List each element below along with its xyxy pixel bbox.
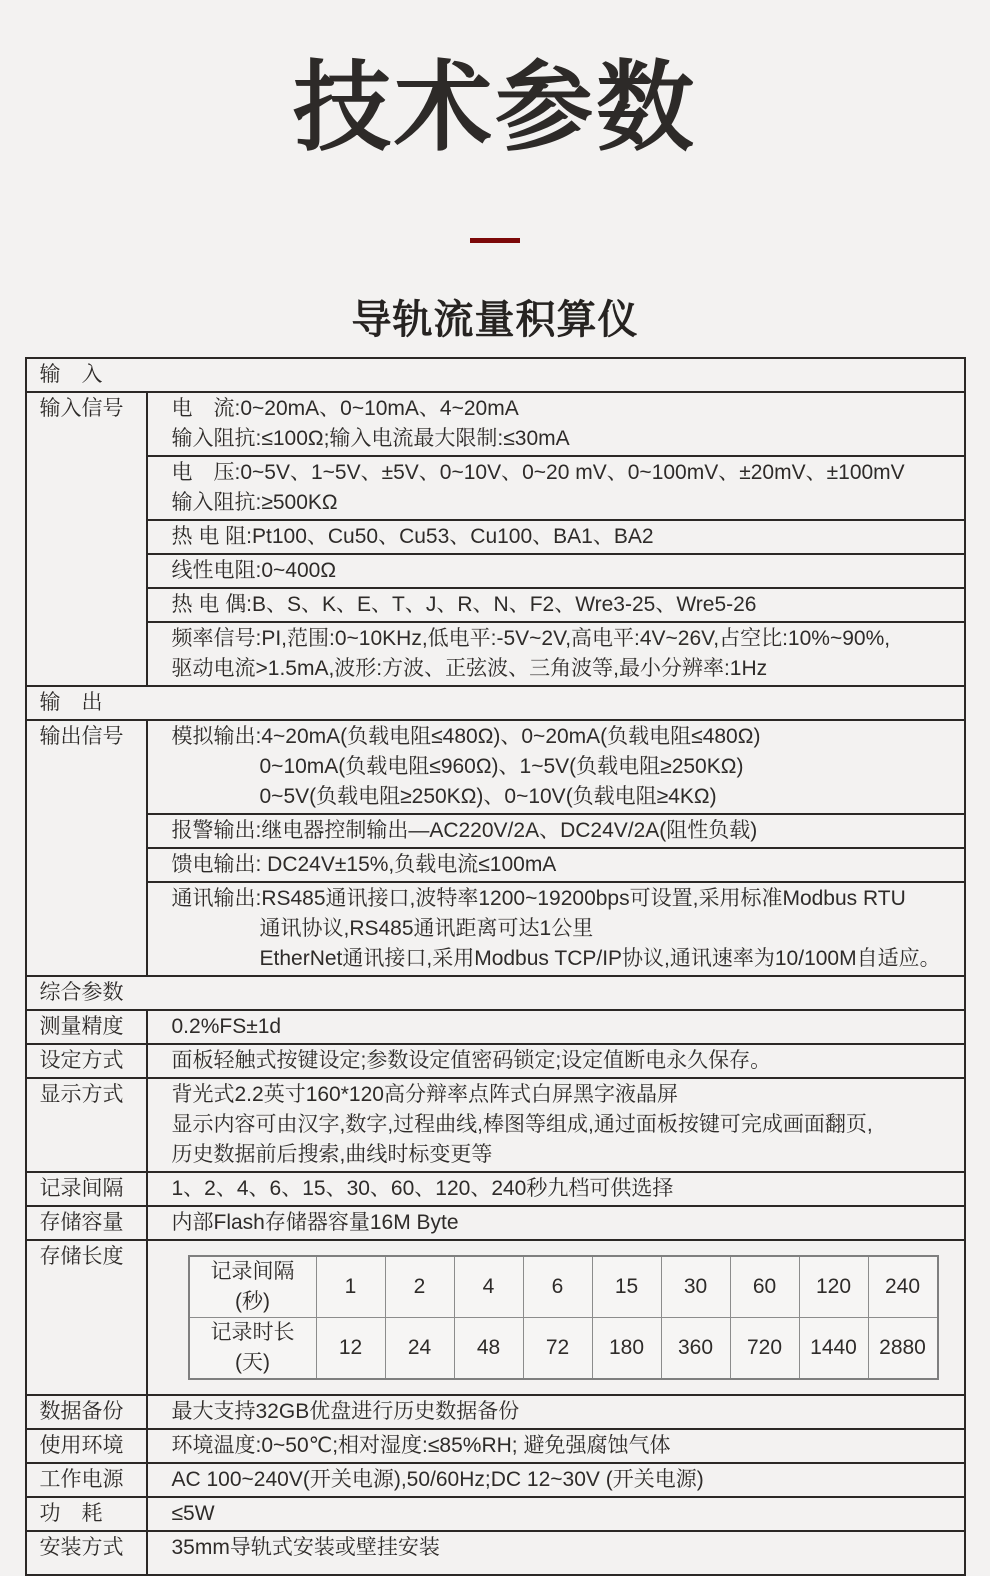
value-line: 电 流:0~20mA、0~10mA、4~20mA (171, 397, 519, 420)
storage-duration-value: 48 (454, 1318, 523, 1380)
spec-row-output-analog (26, 720, 965, 814)
storage-length-table (188, 1255, 939, 1380)
row-label-display: 显示方式 (26, 1078, 147, 1172)
spec-row-input-voltage (26, 456, 965, 520)
spec-row-input-linear-resistance (26, 554, 965, 588)
section-header-row-output (26, 686, 965, 720)
spec-row-power-consumption (26, 1497, 965, 1531)
value-input-frequency (147, 622, 965, 686)
value-input-voltage (147, 456, 965, 520)
value-line: 频率信号:PI,范围:0~10KHz,低电平:-5V~2V,高电平:4V~26V,占空比:10%~90%, (171, 627, 891, 650)
section-header-output: 输 出 (26, 686, 965, 720)
spec-table (25, 357, 966, 1576)
spec-row-output-comm (26, 882, 965, 976)
spec-row-input-frequency (26, 622, 965, 686)
storage-duration-value: 24 (385, 1318, 454, 1380)
section-header-row-general (26, 976, 965, 1010)
value-line: 热 电 偶:B、S、K、E、T、J、R、N、F2、Wre3-25、Wre5-26 (171, 593, 757, 616)
value-input-linear-resistance (147, 554, 965, 588)
storage-interval-value: 120 (799, 1256, 868, 1318)
value-line: 报警输出:继电器控制输出—AC220V/2A、DC24V/2A(阻性负载) (171, 819, 758, 842)
row-label-accuracy: 测量精度 (26, 1010, 147, 1044)
value-storage-capacity (147, 1206, 965, 1240)
spec-row-environment (26, 1429, 965, 1463)
spec-row-accuracy (26, 1010, 965, 1044)
row-label-environment: 使用环境 (26, 1429, 147, 1463)
value-line: EtherNet通讯接口,采用Modbus TCP/IP协议,通讯速率为10/100M自适应。 (259, 947, 941, 970)
spec-row-input-thermocouple (26, 588, 965, 622)
section-header-row-input (26, 358, 965, 392)
value-line: 显示内容可由汉字,数字,过程曲线,棒图等组成,通过面板按键可完成画面翻页, (171, 1113, 873, 1136)
storage-duration-label: 记录时长(天) (189, 1318, 317, 1380)
spec-row-mounting (26, 1531, 965, 1575)
storage-interval-value: 240 (868, 1256, 938, 1318)
value-line: 环境温度:0~50℃;相对湿度:≤85%RH; 避免强腐蚀气体 (171, 1434, 671, 1457)
row-label-output-signal: 输出信号 (26, 720, 147, 976)
storage-duration-value: 180 (592, 1318, 661, 1380)
row-label-power-consumption: 功 耗 (26, 1497, 147, 1531)
product-subtitle: 导轨流量积算仪 (351, 298, 639, 342)
value-input-current (147, 392, 965, 456)
row-label-mounting: 安装方式 (26, 1531, 147, 1575)
row-label-record-interval: 记录间隔 (26, 1172, 147, 1206)
spec-row-storage-capacity (26, 1206, 965, 1240)
value-line: 热 电 阻:Pt100、Cu50、Cu53、Cu100、BA1、BA2 (171, 525, 654, 548)
value-line: AC 100~240V(开关电源),50/60Hz;DC 12~30V (开关电源) (171, 1468, 704, 1491)
row-label-input-signal: 输入信号 (26, 392, 147, 686)
storage-interval-label: 记录间隔(秒) (189, 1256, 317, 1318)
value-line: 0~10mA(负载电阻≤960Ω)、1~5V(负载电阻≥250KΩ) (259, 755, 744, 778)
page-title: 技术参数 (292, 52, 697, 162)
spec-row-input-current (26, 392, 965, 456)
spec-row-setting-method (26, 1044, 965, 1078)
storage-duration-value: 360 (661, 1318, 730, 1380)
value-line: 通讯输出:RS485通讯接口,波特率1200~19200bps可设置,采用标准Modbus RTU (171, 887, 906, 910)
value-line: 电 压:0~5V、1~5V、±5V、0~10V、0~20 mV、0~100mV、±20mV、±100mV (171, 461, 905, 484)
value-output-alarm (147, 814, 965, 848)
spec-row-power-supply (26, 1463, 965, 1497)
value-input-rtd (147, 520, 965, 554)
value-display (147, 1078, 965, 1172)
value-line: 背光式2.2英寸160*120高分辩率点阵式白屏黑字液晶屏 (171, 1083, 678, 1106)
value-storage-length (147, 1240, 965, 1395)
spec-row-display (26, 1078, 965, 1172)
value-mounting (147, 1531, 965, 1575)
value-line: 历史数据前后搜索,曲线时标变更等 (171, 1143, 493, 1166)
storage-duration-value: 72 (523, 1318, 592, 1380)
storage-interval-value: 4 (454, 1256, 523, 1318)
storage-interval-value: 2 (385, 1256, 454, 1318)
row-label-power-supply: 工作电源 (26, 1463, 147, 1497)
value-line: 0~5V(负载电阻≥250KΩ)、0~10V(负载电阻≥4KΩ) (259, 785, 717, 808)
value-output-feed (147, 848, 965, 882)
storage-duration-value: 1440 (799, 1318, 868, 1380)
storage-duration-value: 720 (730, 1318, 799, 1380)
value-line: 最大支持32GB优盘进行历史数据备份 (171, 1400, 520, 1423)
value-line: 35mm导轨式安装或壁挂安装 (171, 1536, 440, 1559)
value-line: 线性电阻:0~400Ω (171, 559, 337, 582)
value-line: 面板轻触式按键设定;参数设定值密码锁定;设定值断电永久保存。 (171, 1049, 772, 1072)
value-line: 通讯协议,RS485通讯距离可达1公里 (259, 917, 594, 940)
value-power-supply (147, 1463, 965, 1497)
storage-duration-row (189, 1318, 938, 1380)
value-line: 1、2、4、6、15、30、60、120、240秒九档可供选择 (171, 1177, 674, 1200)
value-line: 0.2%FS±1d (171, 1015, 282, 1038)
storage-interval-row (189, 1256, 938, 1318)
row-label-setting-method: 设定方式 (26, 1044, 147, 1078)
storage-interval-value: 1 (316, 1256, 385, 1318)
spec-row-output-alarm (26, 814, 965, 848)
value-line: 馈电输出: DC24V±15%,负载电流≤100mA (171, 853, 557, 876)
storage-duration-value: 12 (316, 1318, 385, 1380)
spec-row-input-rtd (26, 520, 965, 554)
value-setting-method (147, 1044, 965, 1078)
row-label-storage-capacity: 存储容量 (26, 1206, 147, 1240)
spec-row-storage-length (26, 1240, 965, 1395)
value-line: 输入阻抗:≤100Ω;输入电流最大限制:≤30mA (171, 427, 570, 450)
value-power-consumption (147, 1497, 965, 1531)
spec-row-record-interval (26, 1172, 965, 1206)
storage-duration-value: 2880 (868, 1318, 938, 1380)
value-input-thermocouple (147, 588, 965, 622)
value-record-interval (147, 1172, 965, 1206)
value-output-analog (147, 720, 965, 814)
row-label-data-backup: 数据备份 (26, 1395, 147, 1429)
title-accent-divider (470, 238, 520, 243)
value-line: 驱动电流>1.5mA,波形:方波、正弦波、三角波等,最小分辨率:1Hz (171, 657, 768, 680)
value-environment (147, 1429, 965, 1463)
value-line: 内部Flash存储器容量16M Byte (171, 1211, 459, 1234)
spec-row-output-feed (26, 848, 965, 882)
value-line: ≤5W (171, 1502, 215, 1525)
storage-interval-value: 15 (592, 1256, 661, 1318)
section-header-general: 综合参数 (26, 976, 965, 1010)
storage-interval-value: 30 (661, 1256, 730, 1318)
storage-interval-value: 6 (523, 1256, 592, 1318)
value-line: 输入阻抗:≥500KΩ (171, 491, 338, 514)
value-line: 模拟输出:4~20mA(负载电阻≤480Ω)、0~20mA(负载电阻≤480Ω) (171, 725, 761, 748)
storage-interval-value: 60 (730, 1256, 799, 1318)
row-label-storage-length: 存储长度 (26, 1240, 147, 1395)
spec-row-data-backup (26, 1395, 965, 1429)
value-accuracy (147, 1010, 965, 1044)
section-header-input: 输 入 (26, 358, 965, 392)
value-data-backup (147, 1395, 965, 1429)
value-output-comm (147, 882, 965, 976)
